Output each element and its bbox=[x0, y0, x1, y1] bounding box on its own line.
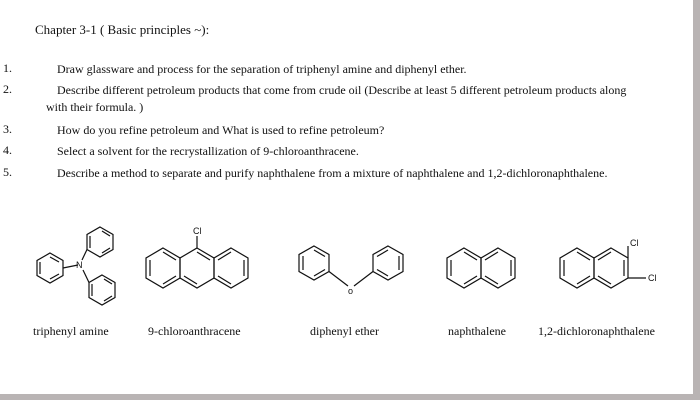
question-text-continued: with their formula. ) bbox=[46, 100, 144, 114]
diphenyl-ether-structure bbox=[290, 238, 415, 303]
question-text: Describe different petroleum products that come from crude oil (Describe at least 5 different petroleum products along bbox=[57, 83, 627, 97]
chapter-heading: Chapter 3-1 ( Basic principles ~): bbox=[35, 22, 210, 37]
question-number: 5. bbox=[3, 165, 12, 179]
question-text: Draw glassware and process for the separation of triphenyl amine and diphenyl ether. bbox=[57, 62, 467, 76]
atom-label: Cl bbox=[648, 273, 657, 283]
structure-label: 1,2-dichloronaphthalene bbox=[538, 324, 655, 338]
triphenyl-amine-structure bbox=[28, 215, 128, 315]
atom-label: N bbox=[76, 260, 83, 270]
9-chloroanthracene-structure bbox=[140, 222, 270, 302]
structure-label: triphenyl amine bbox=[33, 324, 109, 338]
question-number: 2. bbox=[3, 82, 12, 96]
question-text: How do you refine petroleum and What is used to refine petroleum? bbox=[57, 123, 385, 137]
structure-label: naphthalene bbox=[448, 324, 506, 338]
naphthalene-structure bbox=[440, 240, 530, 300]
structure-label: diphenyl ether bbox=[310, 324, 379, 338]
question-text: Select a solvent for the recrystallization of 9-chloroanthracene. bbox=[57, 144, 359, 158]
question-number: 3. bbox=[3, 122, 12, 136]
question-text: Describe a method to separate and purify naphthalene from a mixture of naphthalene and 1,2-dichloronaphthalene. bbox=[57, 166, 608, 180]
structure-label: 9-chloroanthracene bbox=[148, 324, 241, 338]
atom-label: Cl bbox=[193, 226, 202, 236]
question-number: 4. bbox=[3, 143, 12, 157]
1-2-dichloronaphthalene-structure bbox=[550, 232, 670, 307]
atom-label: o bbox=[348, 286, 354, 296]
question-number: 1. bbox=[3, 61, 12, 75]
atom-label: Cl bbox=[630, 238, 639, 248]
